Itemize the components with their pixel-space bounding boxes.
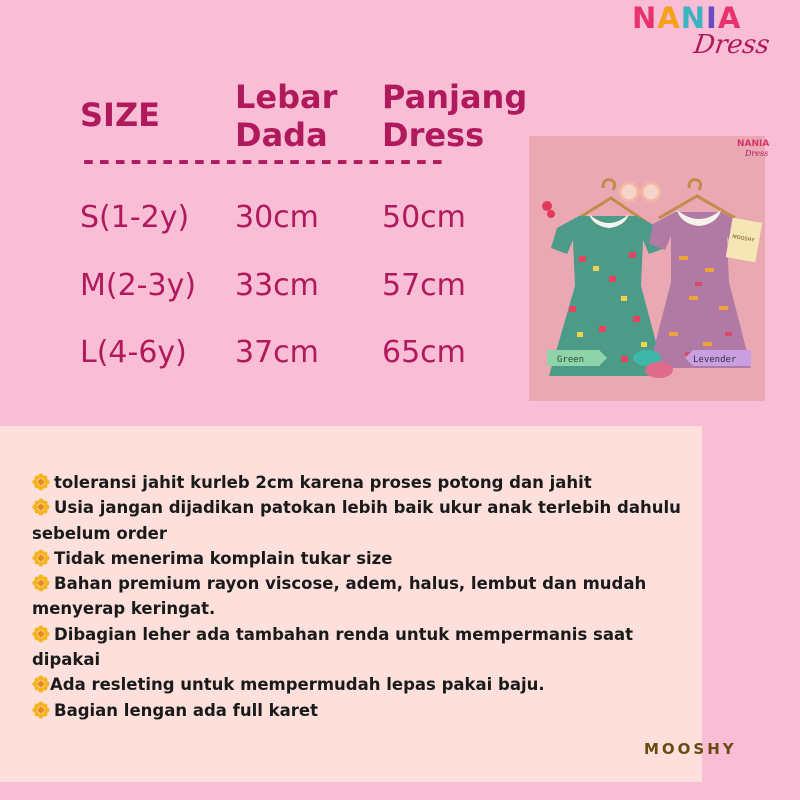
cell-lebar: 37cm <box>235 335 319 370</box>
header-panjang-dress <box>382 78 527 154</box>
info-text: Usia jangan dijadikan patokan lebih baik ukur anak terlebih dahulu sebelum order <box>32 498 681 543</box>
cell-panjang: 65cm <box>382 335 466 370</box>
header-lebar-line2: Dada <box>235 116 328 154</box>
photo-watermark-dress: Dress <box>745 149 769 158</box>
photo-watermark-nania: NANIA <box>737 139 770 149</box>
cell-lebar: 30cm <box>235 200 319 235</box>
flower-icon <box>32 473 50 491</box>
flower-icon <box>32 549 50 567</box>
info-text: Ada resleting untuk mempermudah lepas pakai baju. <box>50 675 545 695</box>
flower-icon <box>32 625 50 643</box>
logo-letter: A <box>657 1 681 35</box>
list-item <box>32 495 692 546</box>
flower-icon <box>32 574 50 592</box>
logo-script: Dress <box>691 30 772 60</box>
lavender-tag-label: Levender <box>693 355 737 365</box>
cell-panjang: 50cm <box>382 200 466 235</box>
logo-letter: A <box>717 1 742 35</box>
table-row <box>80 268 540 308</box>
list-item <box>32 571 692 622</box>
info-text: toleransi jahit kurleb 2cm karena proses potong dan jahit <box>54 473 592 492</box>
logo-letter: N <box>680 1 707 35</box>
info-list <box>32 470 692 723</box>
flower-icon <box>32 701 50 719</box>
list-item <box>32 470 692 495</box>
header-size <box>80 96 160 134</box>
size-table <box>80 78 540 398</box>
flower-icon <box>32 675 50 693</box>
header-size-label: SIZE <box>80 96 161 134</box>
nania-dress-logo <box>632 0 782 72</box>
logo-letter: N <box>632 1 658 35</box>
cell-panjang: 57cm <box>382 268 466 303</box>
lavender-tag <box>685 350 751 366</box>
product-photo <box>529 136 770 401</box>
list-item <box>32 672 692 697</box>
green-tag <box>547 350 607 366</box>
green-tag-label: Green <box>557 355 585 365</box>
header-panjang-line1: Panjang <box>382 78 528 116</box>
logo-letter: I <box>706 1 718 35</box>
cell-size: M(2-3y) <box>80 268 197 303</box>
info-text: Tidak menerima komplain tukar size <box>54 548 393 568</box>
info-panel <box>0 426 702 782</box>
list-item <box>32 546 692 571</box>
dashed-divider: ----------------------- <box>80 144 445 177</box>
cell-size: L(4-6y) <box>80 335 187 370</box>
table-row <box>80 200 540 240</box>
info-text: Dibagian leher ada tambahan renda untuk mempermanis saat dipakai <box>32 624 634 670</box>
header-panjang-line2: Dress <box>382 116 485 154</box>
info-text: Bagian lengan ada full karet <box>54 700 318 720</box>
header-lebar-dada <box>235 78 337 154</box>
list-item <box>32 698 692 723</box>
header-lebar-line1: Lebar <box>235 78 338 116</box>
brand-name: MOOSHY <box>644 740 737 758</box>
list-item <box>32 622 692 673</box>
dress-illustration <box>529 136 770 401</box>
logo-wordmark <box>632 1 742 35</box>
book-title: MOOSHY <box>731 233 755 244</box>
table-row <box>80 335 540 375</box>
cell-lebar: 33cm <box>235 268 319 303</box>
flower-icon <box>32 498 50 516</box>
info-text: Bahan premium rayon viscose, adem, halus, lembut dan mudah menyerap keringat. <box>32 574 647 619</box>
cell-size: S(1-2y) <box>80 200 190 235</box>
